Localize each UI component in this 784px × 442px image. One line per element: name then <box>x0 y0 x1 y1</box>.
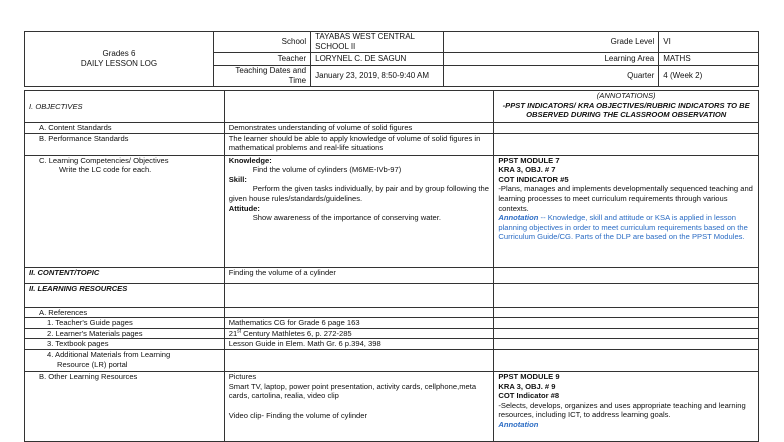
resources-heading: II. LEARNING RESOURCES <box>25 283 225 307</box>
tg-value: Mathematics CG for Grade 6 page 163 <box>224 318 494 329</box>
resources-ann-empty <box>494 283 759 307</box>
lesson-table <box>24 90 759 442</box>
content-standards-label: A. Content Standards <box>25 123 225 134</box>
lr-label: 4. Additional Materials from Learning <box>47 349 171 359</box>
attitude-value: Show awareness of the importance of conserving water. <box>252 213 441 223</box>
ann-cot-8: COT Indicator #8 <box>498 391 560 401</box>
video-clip: Video clip- Finding the volume of cylinder <box>228 410 368 420</box>
tb-value: Lesson Guide in Elem. Math Gr. 6 p.394, 398 <box>224 339 494 350</box>
lr-cell <box>25 349 225 371</box>
references-ann <box>494 307 759 318</box>
teacher-label: Teacher <box>213 53 310 66</box>
lr-value <box>224 349 494 371</box>
content-heading: II. CONTENT/TOPIC <box>25 267 225 283</box>
other-ann <box>494 371 759 441</box>
ann-label-9: Annotation <box>498 419 539 429</box>
ann-kra-9: KRA 3, OBJ. # 9 <box>498 381 556 391</box>
references-value <box>224 307 494 318</box>
grade-title: Grades 6 <box>102 49 136 58</box>
ann-module-9: PPST MODULE 9 <box>498 371 560 381</box>
skill-label: Skill: <box>228 174 247 184</box>
ann-text-7: -Plans, manages and implements developmentally sequenced teaching and learning processes to meet curriculum requirements through various contexts. <box>498 184 753 213</box>
school-value: TAYABAS WEST CENTRAL SCHOOL II <box>311 32 444 53</box>
annotations-subtitle: -PPST INDICATORS/ KRA OBJECTIVES/RUBRIC INDICATORS TO BE OBSERVED DURING THE CLASSROOM OBSERVATION <box>502 100 750 120</box>
spacer <box>229 401 490 411</box>
grade-level-label: Grade Level <box>444 32 659 53</box>
competencies-label: C. Learning Competencies/ Objectives <box>39 155 169 165</box>
competencies-ann <box>494 155 759 267</box>
other-value-cell <box>224 371 494 441</box>
annotation-label: Annotation <box>498 213 539 223</box>
tb-ann <box>494 339 759 350</box>
teacher-value: LORYNEL C. DE SAGUN <box>311 53 444 66</box>
lm-value-text: Century Mathletes 6, p. 272-285 <box>241 328 352 338</box>
ann-text-9: -Selects, develops, organizes and uses appropriate teaching and learning resources, including ICT, to address learning goals. <box>498 400 746 420</box>
header-table <box>24 31 759 87</box>
objectives-empty <box>224 91 494 123</box>
annotations-title: (ANNOTATIONS) <box>596 91 656 100</box>
lm-label: 2. Learner's Materials pages <box>25 328 225 339</box>
ann-module-7: PPST MODULE 7 <box>498 155 560 165</box>
tg-ann <box>494 318 759 329</box>
lm-value-sup: st <box>237 328 242 335</box>
performance-standards-label: B. Performance Standards <box>25 133 225 155</box>
annotations-header <box>494 91 759 123</box>
performance-standards-ann <box>494 133 759 155</box>
knowledge-label: Knowledge: <box>228 155 272 165</box>
tb-label: 3. Textbook pages <box>25 339 225 350</box>
lm-ann <box>494 328 759 339</box>
lr-label2: Resource (LR) portal <box>57 359 128 369</box>
lm-value-num: 21 <box>228 328 238 338</box>
objectives-heading: I. OBJECTIVES <box>25 91 225 123</box>
learning-area-label: Learning Area <box>444 53 659 66</box>
tg-label: 1. Teacher's Guide pages <box>25 318 225 329</box>
ann-note-7 <box>498 213 754 242</box>
content-value: Finding the volume of a cylinder <box>224 267 494 283</box>
lm-value <box>224 328 494 339</box>
attitude-label: Attitude: <box>228 203 260 213</box>
quarter-label: Quarter <box>444 66 659 87</box>
competencies-sub: Write the LC code for each. <box>59 165 152 175</box>
ann-cot-5: COT INDICATOR #5 <box>498 174 569 184</box>
skill-value: Perform the given tasks individually, by pair and by group following the given house rules/standards/guidelines. <box>228 184 489 203</box>
resources-empty <box>224 283 494 307</box>
lr-ann <box>494 349 759 371</box>
ksa-cell <box>224 155 494 267</box>
quarter-value: 4 (Week 2) <box>659 66 759 87</box>
knowledge-value: Find the volume of cylinders (M6ME-IVb-97) <box>252 165 402 175</box>
performance-standards-value: The learner should be able to apply knowledge of volume of solid figures in mathematical problems and real-life situations <box>224 133 494 155</box>
materials-list: Smart TV, laptop, power point presentation, activity cards, cellphone,meta cards, cartolina, realia, video clip <box>228 381 477 401</box>
dates-label: Teaching Dates and Time <box>213 66 310 87</box>
other-label: B. Other Learning Resources <box>25 371 225 441</box>
content-standards-ann <box>494 123 759 134</box>
content-ann <box>494 267 759 283</box>
log-title: DAILY LESSON LOG <box>80 59 158 68</box>
grade-level-value: VI <box>659 32 759 53</box>
school-label: School <box>213 32 310 53</box>
ann-note-text: -- Knowledge, skill and attitude or KSA is applied in lesson planning objectives in order to meet curriculum requirements based on the Curriculum Guide/CG. Parts of the DLP are based on the PPST Modules. <box>498 213 748 242</box>
competencies-cell <box>25 155 225 267</box>
content-standards-value: Demonstrates understanding of volume of solid figures <box>224 123 494 134</box>
learning-area-value: MATHS <box>659 53 759 66</box>
pictures-label: Pictures <box>228 371 257 381</box>
ann-kra-7: KRA 3, OBJ. # 7 <box>498 165 556 175</box>
dates-value: January 23, 2019, 8:50-9:40 AM <box>311 66 444 87</box>
title-cell <box>25 32 214 87</box>
references-label: A. References <box>25 307 225 318</box>
